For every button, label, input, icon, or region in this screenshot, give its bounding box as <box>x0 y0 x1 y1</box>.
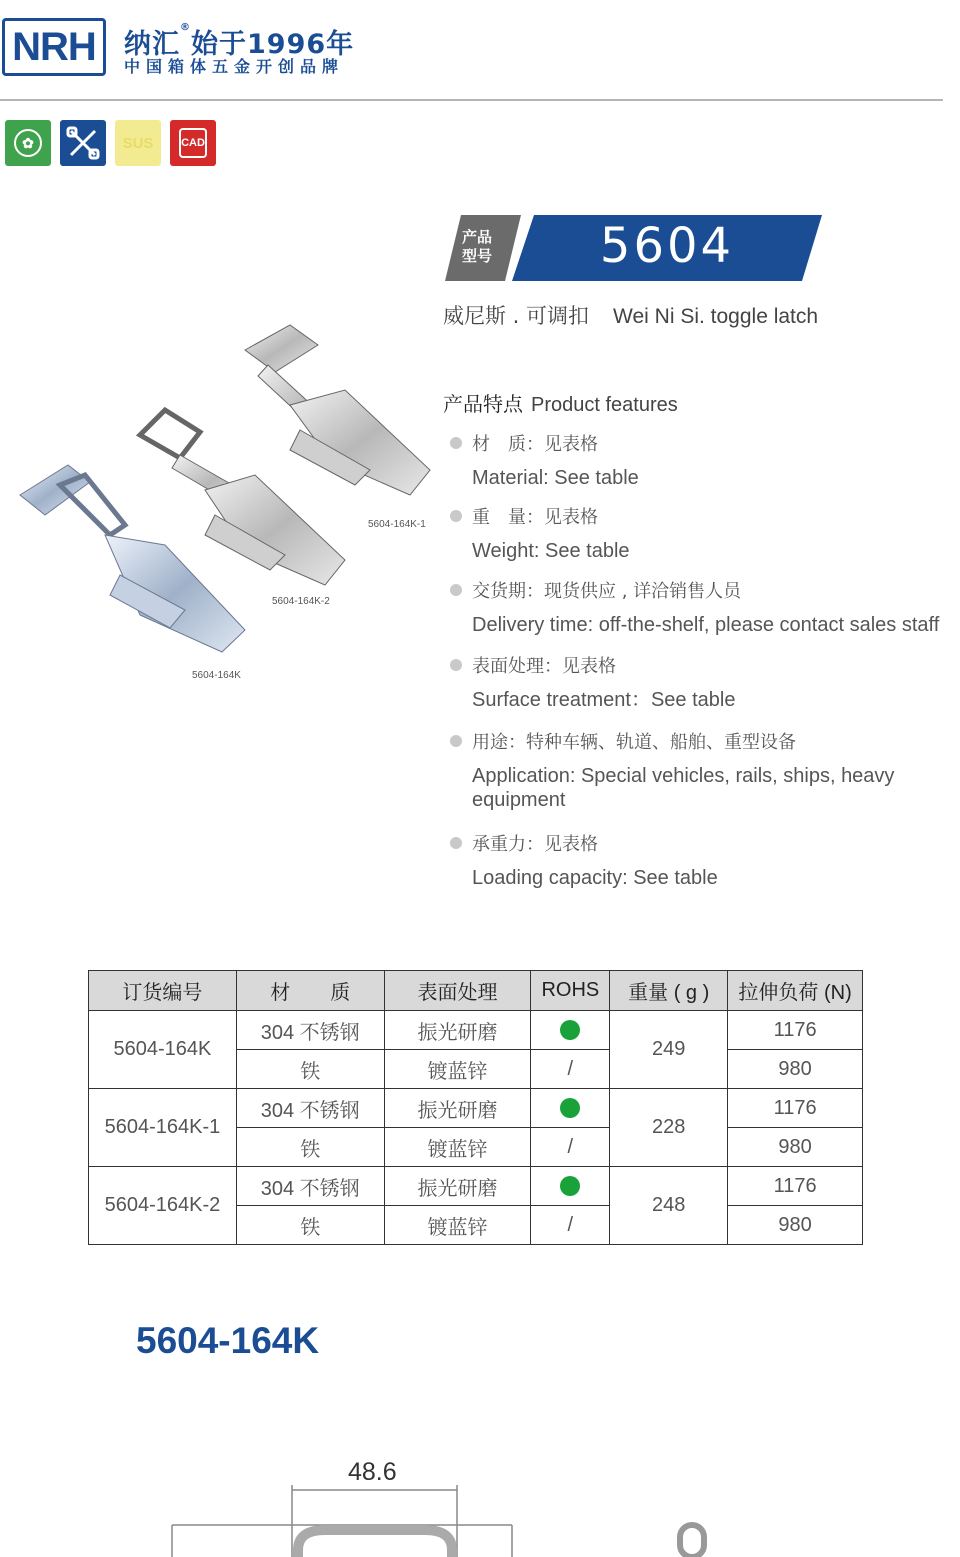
weight-cell: 228 <box>610 1089 728 1167</box>
material-cell: 304 不锈钢 <box>236 1011 384 1050</box>
order-code-cell: 5604-164K-2 <box>89 1167 237 1245</box>
table-row <box>89 1089 863 1128</box>
feature-weight: 重 量：见表格 Weight: See table <box>450 503 940 563</box>
drawing-title: 5604-164K <box>136 1320 320 1361</box>
bullet-icon <box>450 584 462 596</box>
model-tag-label: 产品 型号 <box>462 228 493 265</box>
brand-subtitle: 中国箱体五金开创品牌 <box>124 57 345 76</box>
technical-drawing <box>150 1480 750 1557</box>
surface-cell: 镀蓝锌 <box>384 1128 531 1167</box>
rohs-cell: / <box>531 1128 610 1167</box>
dimension-label: 48.6 <box>348 1458 397 1486</box>
material-cell: 304 不锈钢 <box>236 1167 384 1206</box>
brand-name-text: 纳汇 <box>124 29 180 60</box>
weight-cell: 249 <box>610 1011 728 1089</box>
image-label-2: 5604-164K-2 <box>272 596 330 607</box>
rohs-cell <box>531 1011 610 1050</box>
feature-application: 用途：特种车辆、轨道、船舶、重型设备 Application: Special vehicles, rails, ships, heavy equipment <box>450 728 940 812</box>
cad-badge-icon: CAD <box>170 120 216 166</box>
column-header: 材 质 <box>236 971 384 1011</box>
image-label-1: 5604-164K-1 <box>368 519 426 530</box>
brand-tagline: 始于1996年 <box>191 29 355 60</box>
table-row <box>89 1167 863 1206</box>
load-cell: 1176 <box>728 1011 863 1050</box>
latch-image-1 <box>245 325 430 495</box>
table-header-row <box>89 971 863 1011</box>
bullet-icon <box>450 735 462 747</box>
bullet-icon <box>450 437 462 449</box>
load-cell: 980 <box>728 1050 863 1089</box>
rohs-cell <box>531 1089 610 1128</box>
rohs-compliant-icon <box>560 1176 580 1196</box>
brand-logo <box>2 18 106 76</box>
surface-cell: 振光研磨 <box>384 1089 531 1128</box>
bullet-icon <box>450 837 462 849</box>
bullet-icon <box>450 659 462 671</box>
bullet-icon <box>450 510 462 522</box>
feature-delivery: 交货期：现货供应 , 详洽销售人员 Delivery time: off-the-shelf, please contact sales staff <box>450 577 940 637</box>
registered-mark: ® <box>180 22 191 33</box>
surface-cell: 镀蓝锌 <box>384 1050 531 1089</box>
product-image <box>0 310 440 700</box>
features-title <box>443 388 678 417</box>
column-header: 重量 ( g ) <box>610 971 728 1011</box>
eco-badge-icon: ✿ <box>5 120 51 166</box>
product-name-en: Wei Ni Si. toggle latch <box>613 305 819 328</box>
image-label-3: 5604-164K <box>192 670 241 681</box>
order-code-cell: 5604-164K-1 <box>89 1089 237 1167</box>
spec-table <box>88 970 863 1245</box>
load-cell: 980 <box>728 1128 863 1167</box>
product-name <box>443 300 818 330</box>
order-code-cell: 5604-164K <box>89 1011 237 1089</box>
model-number: 5604 <box>599 218 735 274</box>
product-name-zh: 威尼斯 . 可调扣 <box>443 304 590 328</box>
logo-text: NRH <box>12 24 96 69</box>
column-header: 表面处理 <box>384 971 531 1011</box>
rohs-compliant-icon <box>560 1020 580 1040</box>
surface-cell: 振光研磨 <box>384 1011 531 1050</box>
column-header: 订货编号 <box>89 971 237 1011</box>
surface-cell: 振光研磨 <box>384 1167 531 1206</box>
table-row <box>89 1011 863 1050</box>
column-header: 拉伸负荷 (N) <box>728 971 863 1011</box>
rohs-cell <box>531 1167 610 1206</box>
material-cell: 304 不锈钢 <box>236 1089 384 1128</box>
material-cell: 铁 <box>236 1128 384 1167</box>
feature-material: 材 质：见表格 Material: See table <box>450 430 940 490</box>
surface-cell: 镀蓝锌 <box>384 1206 531 1245</box>
sus-badge-icon: SUS <box>115 120 161 166</box>
weight-cell: 248 <box>610 1167 728 1245</box>
column-header: ROHS <box>531 971 610 1011</box>
load-cell: 1176 <box>728 1089 863 1128</box>
features-title-zh: 产品特点 <box>443 392 523 416</box>
material-cell: 铁 <box>236 1050 384 1089</box>
tool-badge-icon <box>60 120 106 166</box>
certification-badges <box>5 120 216 166</box>
feature-loading: 承重力：见表格 Loading capacity: See table <box>450 830 940 890</box>
material-cell: 铁 <box>236 1206 384 1245</box>
rohs-cell: / <box>531 1206 610 1245</box>
feature-surface: 表面处理：见表格 Surface treatment：See table <box>450 652 940 712</box>
header-divider <box>0 99 943 101</box>
rohs-cell: / <box>531 1050 610 1089</box>
rohs-compliant-icon <box>560 1098 580 1118</box>
load-cell: 1176 <box>728 1167 863 1206</box>
load-cell: 980 <box>728 1206 863 1245</box>
features-title-en: Product features <box>531 394 678 416</box>
